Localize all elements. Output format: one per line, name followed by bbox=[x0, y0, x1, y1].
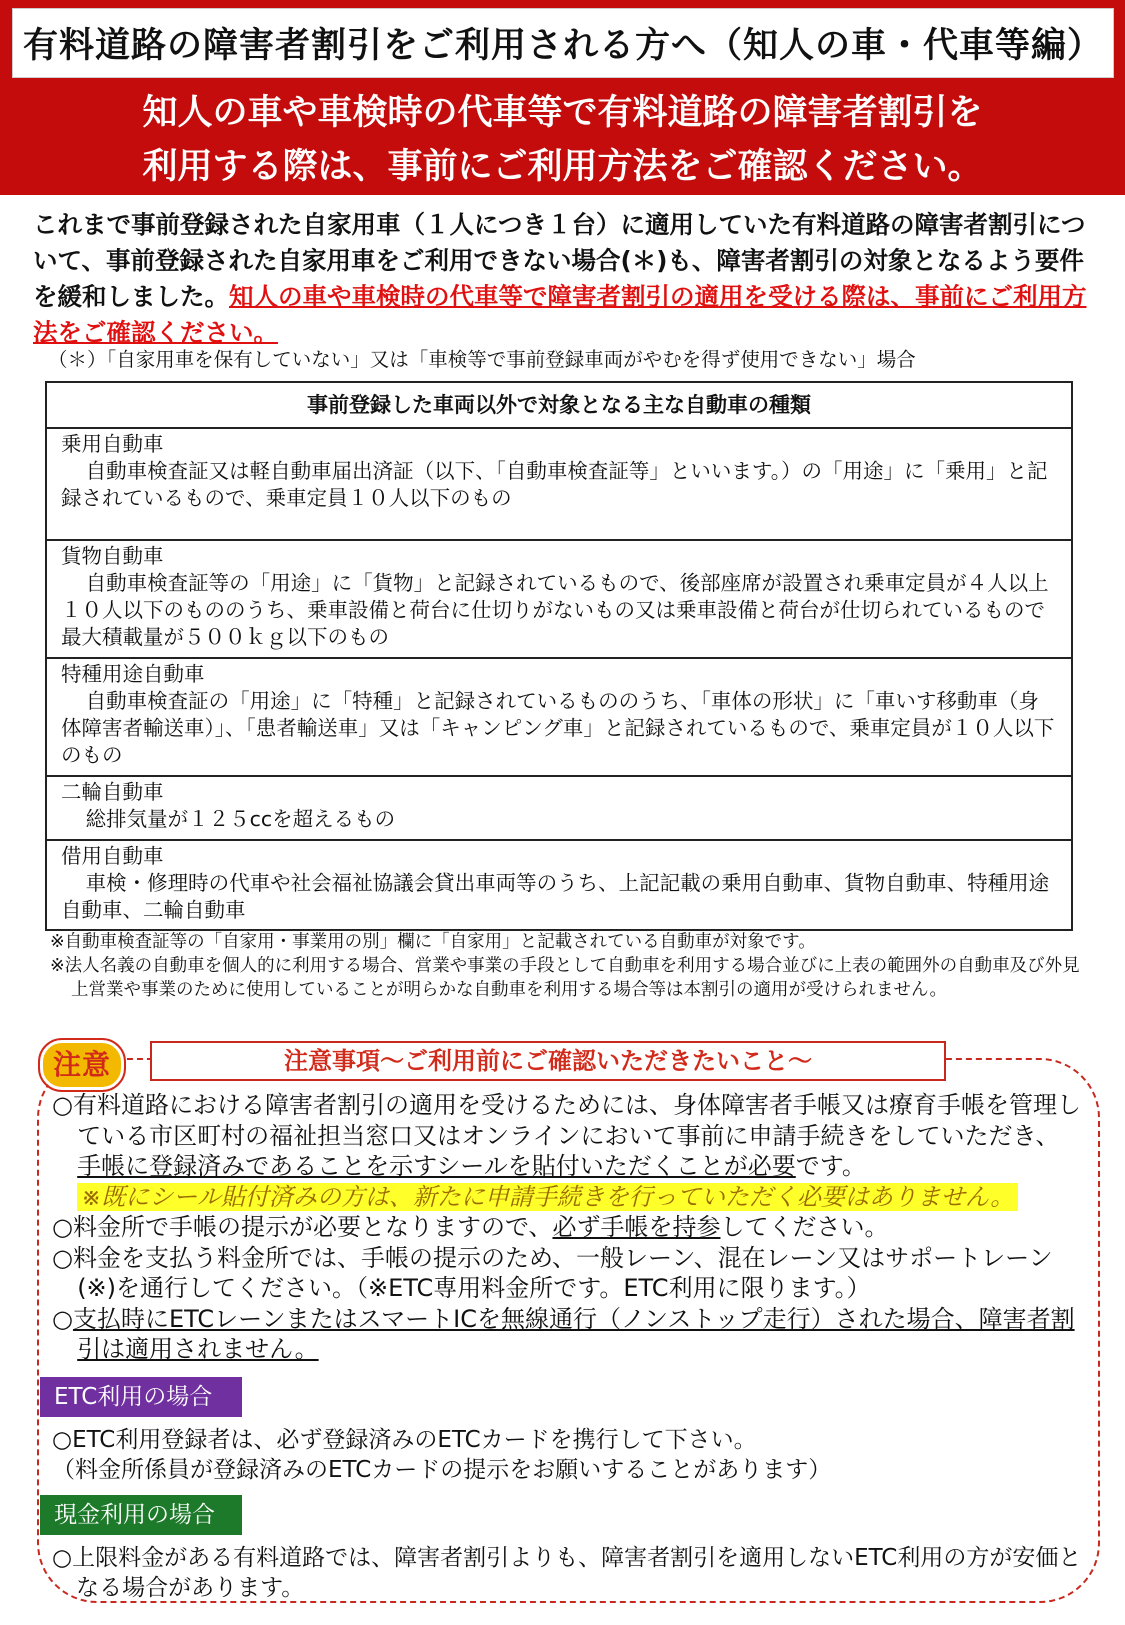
vehicle-type: 貨物自動車 bbox=[61, 544, 164, 568]
etc-line-1: ○ETC利用登録者は、必ず登録済みのETCカードを携行して下さい。 bbox=[52, 1427, 757, 1453]
cash-section-text bbox=[52, 1543, 1082, 1603]
cash-section-label: 現金利用の場合 bbox=[40, 1495, 242, 1535]
caution-item-4-mark: ○ bbox=[52, 1304, 73, 1333]
caution-item-1-emphasis: 手帳に登録済みであることを示すシールを貼付いただくことが必要 bbox=[77, 1152, 796, 1180]
vehicle-type: 二輪自動車 bbox=[61, 780, 164, 804]
vehicle-type-table bbox=[45, 381, 1073, 931]
caution-badge: 注意 bbox=[40, 1040, 124, 1090]
intro-paragraph bbox=[33, 207, 1093, 351]
caution-list bbox=[52, 1090, 1082, 1365]
caution-item-1 bbox=[52, 1090, 1082, 1182]
vehicle-desc: 車検・修理時の代車や社会福祉協議会貸出車両等のうち、上記記載の乗用自動車、貨物自動車、特種用途自動車、二輪自動車 bbox=[61, 871, 1050, 922]
caution-item-4-text: 支払時にETCレーンまたはスマートICを無線通行（ノンストップ走行）された場合、障害者割引は適用されません。 bbox=[72, 1304, 1075, 1363]
caution-item-3: ○料金を支払う料金所では、手帳の提示のため、一般レーン、混在レーン又はサポートレーン(※)を通行してください。（※ETC専用料金所です。ETC利用に限ります。） bbox=[52, 1243, 1053, 1302]
vehicle-desc: 総排気量が１２５ccを超えるもの bbox=[85, 807, 396, 831]
cash-line-1: ○上限料金がある有料道路では、障害者割引よりも、障害者割引を適用しないETC利用の方が安価となる場合があります。 bbox=[52, 1545, 1082, 1601]
table-row bbox=[46, 840, 1072, 930]
table-row bbox=[46, 428, 1072, 540]
intro-text: これまで事前登録された自家用車（１人につき１台）に適用していた有料道路の障害者割引について、事前登録された自家用車をご利用できない場合(＊)も、障害者割引の対象となるよう要件を緩和しました。 bbox=[33, 210, 1086, 311]
etc-line-2: （料金所係員が登録済みのETCカードの提示をお願いすることがあります） bbox=[52, 1457, 832, 1483]
caution-heading: 注意事項～ご利用前にご確認いただきたいこと～ bbox=[150, 1041, 946, 1081]
caution-item-1-text: ○有料道路における障害者割引の適用を受けるためには、身体障害者手帳又は療育手帳を管理している市区町村の福祉担当窓口又はオンラインにおいて事前に申請手続きをしていただき、 bbox=[52, 1091, 1081, 1150]
caution-item-1-note: ※既にシール貼付済みの方は、新たに申請手続きを行っていただく必要はありません。 bbox=[77, 1183, 1018, 1211]
table-row bbox=[46, 776, 1072, 840]
intro-highlight: 知人の車や車検時の代車等で障害者割引の適用を受ける際は、事前にご利用方法をご確認ください。 bbox=[33, 282, 1087, 347]
footnote: ※法人名義の自動車を個人的に利用する場合、営業や事業の手段として自動車を利用する場合並びに上表の範囲外の自動車及び外見上営業や事業のために使用していることが明らかな自動車を利用する場合等は本割引の適用が受けられません。 bbox=[50, 956, 1080, 1000]
vehicle-type: 借用自動車 bbox=[61, 844, 164, 868]
caution-item-2-text: ○料金所で手帳の提示が必要となりますので、 bbox=[52, 1213, 553, 1241]
etc-section-text bbox=[52, 1425, 1082, 1485]
vehicle-desc: 自動車検査証又は軽自動車届出済証（以下、「自動車検査証等」といいます。）の「用途」に「乗用」と記録されているもので、乗車定員１０人以下のもの bbox=[61, 459, 1048, 510]
table-row bbox=[46, 658, 1072, 776]
caution-item-2-emphasis: 必ず手帳を持参 bbox=[552, 1213, 721, 1241]
vehicle-type: 特種用途自動車 bbox=[61, 662, 205, 686]
caution-item-1-note-wrap bbox=[52, 1182, 1082, 1213]
footnotes bbox=[50, 930, 1080, 1002]
caution-item-2-end: してください。 bbox=[720, 1213, 889, 1241]
subtitle-line-1: 知人の車や車検時の代車等で有料道路の障害者割引を bbox=[142, 93, 983, 133]
page-title: 有料道路の障害者割引をご利用される方へ（知人の車・代車等編） bbox=[12, 8, 1114, 78]
vehicle-type: 乗用自動車 bbox=[61, 432, 164, 456]
vehicle-desc: 自動車検査証等の「用途」に「貨物」と記録されているもので、後部座席が設置され乗車定員が４人以上１０人以下のもののうち、乗車設備と荷台に仕切りがないもの又は乗車設備と荷台が仕切られているもので最大積載量が５００ｋｇ以下のもの bbox=[61, 571, 1049, 649]
vehicle-desc: 自動車検査証の「用途」に「特種」と記録されているもののうち、「車体の形状」に「車いす移動車（身体障害者輸送車）」、「患者輸送車」又は「キャンピング車」と記録されているもので、乗車定員が１０人以下のもの bbox=[61, 689, 1055, 767]
subtitle-line-2: 利用する際は、事前にご利用方法をご確認ください。 bbox=[142, 147, 983, 187]
caution-item-2 bbox=[52, 1212, 1082, 1243]
subtitle bbox=[0, 86, 1125, 194]
table-row bbox=[46, 540, 1072, 658]
etc-section-label: ETC利用の場合 bbox=[40, 1377, 242, 1417]
table-header: 事前登録した車両以外で対象となる主な自動車の種類 bbox=[46, 382, 1072, 428]
asterisk-note: （＊）「自家用車を保有していない」又は「車検等で事前登録車両がやむを得ず使用できない」場合 bbox=[48, 348, 916, 371]
caution-item-1-end: です。 bbox=[795, 1152, 866, 1180]
footnote: ※自動車検査証等の「自家用・事業用の別」欄に「自家用」と記載されている自動車が対象です。 bbox=[50, 932, 816, 952]
caution-item-4 bbox=[52, 1304, 1082, 1365]
